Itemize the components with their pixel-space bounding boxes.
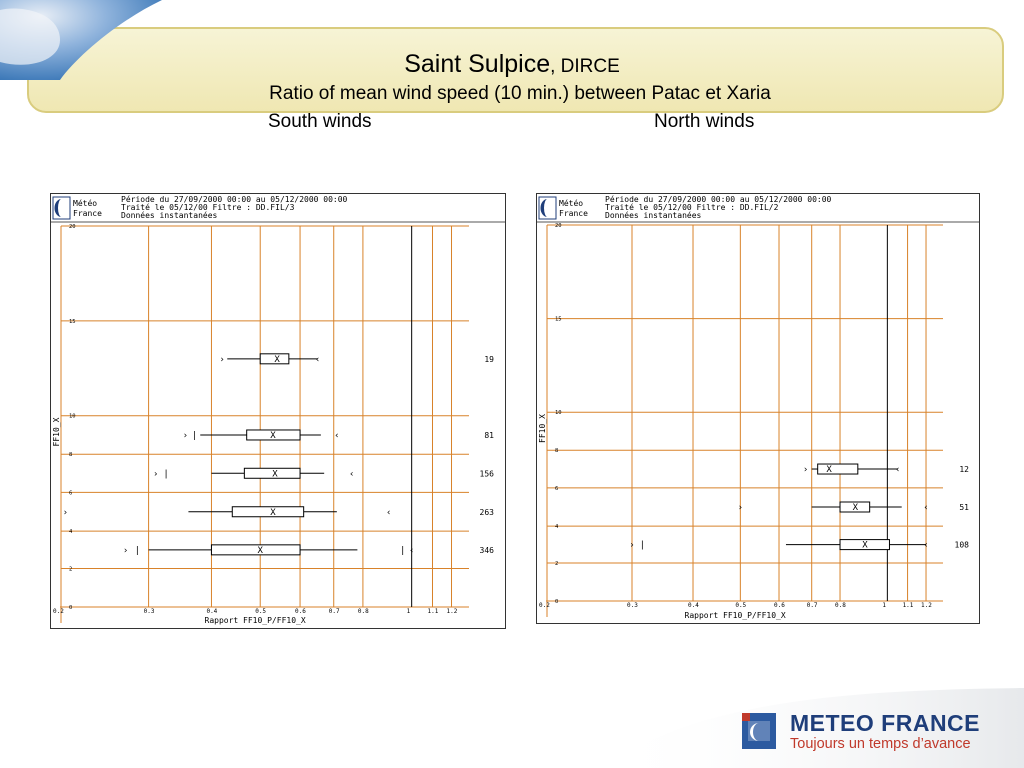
logo-text-line: France	[559, 209, 588, 218]
x-tick-label: 0.2	[53, 608, 64, 615]
box-median: X	[272, 469, 278, 480]
outlier-mark: ›	[153, 469, 159, 480]
y-tick-label: 4	[69, 529, 73, 536]
box-iqr	[232, 507, 303, 517]
y-tick-label: 0	[555, 599, 559, 605]
count-label: 19	[484, 354, 494, 364]
y-tick-label: 15	[555, 316, 562, 323]
outlier-mark: ›	[122, 545, 129, 556]
chart-header-line: Période du 27/09/2000 00:00 au 05/12/2000 00:00	[605, 195, 832, 204]
x-tick-label: 0.5	[735, 602, 747, 609]
outlier-mark: ‹	[348, 469, 355, 480]
south-winds-panel	[50, 193, 506, 629]
box-median: X	[826, 465, 832, 476]
outlier-mark: |	[400, 545, 406, 556]
count-label: 81	[484, 430, 494, 440]
outlier-mark: |	[191, 430, 198, 441]
chart-header-line: Traité le 05/12/00 Filtre : DD.FIL/3	[121, 203, 295, 212]
y-tick-label: 0	[69, 605, 73, 611]
outlier-mark: ›	[802, 465, 809, 476]
logo-text-line: Météo	[559, 199, 584, 208]
count-label: 263	[479, 507, 494, 517]
outlier-mark: ‹	[385, 507, 392, 518]
x-tick-label: 0.7	[806, 602, 818, 609]
outlier-mark: ‹	[334, 430, 340, 441]
outlier-mark: ›	[737, 503, 744, 513]
y-tick-label: 20	[69, 224, 76, 230]
x-axis-label: Rapport FF10_P/FF10_X	[684, 611, 786, 620]
south-winds-label: South winds	[268, 111, 372, 132]
x-tick-label: 0.4	[688, 602, 699, 609]
x-axis-label: Rapport FF10_P/FF10_X	[204, 616, 306, 625]
box-iqr	[211, 545, 300, 555]
x-tick-label: 0.6	[774, 602, 785, 609]
outlier-mark: ‹	[894, 465, 901, 476]
box-median: X	[862, 540, 868, 551]
count-label: 346	[479, 545, 494, 555]
north-winds-panel	[536, 193, 980, 624]
outlier-mark: |	[163, 469, 169, 480]
box-median: X	[274, 354, 280, 365]
y-tick-label: 6	[555, 485, 559, 492]
y-axis-label: FF10_X	[52, 417, 61, 447]
outlier-mark: ›	[219, 354, 225, 365]
count-label: 12	[959, 465, 969, 475]
x-tick-label: 1.1	[902, 602, 914, 609]
x-tick-label: 0.8	[357, 608, 369, 615]
x-tick-label: 0.4	[206, 608, 218, 615]
y-tick-label: 10	[555, 410, 562, 417]
y-tick-label: 4	[555, 524, 559, 531]
box-median: X	[257, 545, 263, 556]
outlier-mark: ‹	[923, 540, 929, 551]
outlier-mark: ›	[182, 430, 189, 441]
logo-text-line: Météo	[73, 199, 98, 208]
y-tick-label: 2	[555, 561, 559, 568]
count-label: 51	[959, 503, 969, 512]
outlier-mark: ›	[62, 507, 69, 518]
title-sub: , DIRCE	[550, 56, 620, 77]
y-tick-label: 15	[69, 318, 76, 325]
x-tick-label: 1.1	[427, 608, 439, 615]
box-median: X	[852, 503, 859, 513]
x-tick-label: 0.7	[328, 608, 340, 615]
y-tick-label: 2	[69, 566, 73, 573]
outlier-mark: ‹	[314, 354, 321, 365]
y-axis-label: FF10_X	[538, 414, 547, 443]
count-label: 156	[479, 469, 494, 479]
meteo-france-brand	[740, 708, 1000, 754]
chart-header-line: Données instantanées	[605, 211, 702, 220]
y-tick-label: 6	[69, 490, 73, 497]
y-tick-label: 20	[555, 223, 562, 229]
x-tick-label: 0.8	[835, 602, 846, 609]
y-tick-label: 8	[69, 452, 73, 459]
chart-header-line: Période du 27/09/2000 00:00 au 05/12/2000 00:00	[121, 195, 348, 204]
count-label: 108	[954, 540, 969, 550]
chart-header-line: Données instantanées	[121, 211, 218, 220]
outlier-mark: |	[639, 540, 646, 551]
brand-name: METEO FRANCE	[790, 710, 980, 736]
x-tick-label: 1	[406, 608, 411, 615]
north-winds-chart	[537, 194, 979, 623]
title-main: Saint Sulpice	[404, 50, 551, 78]
brand-tagline: Toujours un temps d’avance	[790, 736, 971, 752]
outlier-mark: ‹	[923, 503, 929, 513]
meteo-france-logo-icon	[740, 711, 780, 751]
x-tick-label: 0.5	[255, 608, 267, 615]
x-tick-label: 0.2	[539, 602, 550, 609]
outlier-mark: |	[134, 545, 141, 556]
logo-text-line: France	[73, 209, 102, 218]
box-median: X	[270, 430, 276, 441]
x-tick-label: 1.2	[921, 602, 932, 609]
x-tick-label: 0.3	[143, 608, 155, 615]
outlier-mark: ›	[629, 540, 635, 551]
x-tick-label: 1	[882, 602, 886, 609]
south-winds-chart	[51, 194, 505, 628]
y-tick-label: 10	[69, 413, 76, 420]
x-tick-label: 1.2	[446, 608, 458, 615]
x-tick-label: 0.6	[295, 608, 306, 615]
box-iqr	[818, 464, 858, 474]
slide-subtitle: Ratio of mean wind speed (10 min.) between Patac et Xaria	[269, 83, 771, 104]
chart-header-line: Traité le 05/12/00 Filtre : DD.FIL/2	[605, 203, 779, 212]
y-tick-label: 8	[555, 448, 559, 455]
slide-title	[0, 50, 1024, 79]
north-winds-label: North winds	[654, 111, 755, 132]
outlier-mark: ‹	[408, 545, 415, 556]
box-median: X	[270, 507, 276, 518]
title-block	[0, 0, 1024, 140]
x-tick-label: 0.3	[626, 602, 638, 609]
